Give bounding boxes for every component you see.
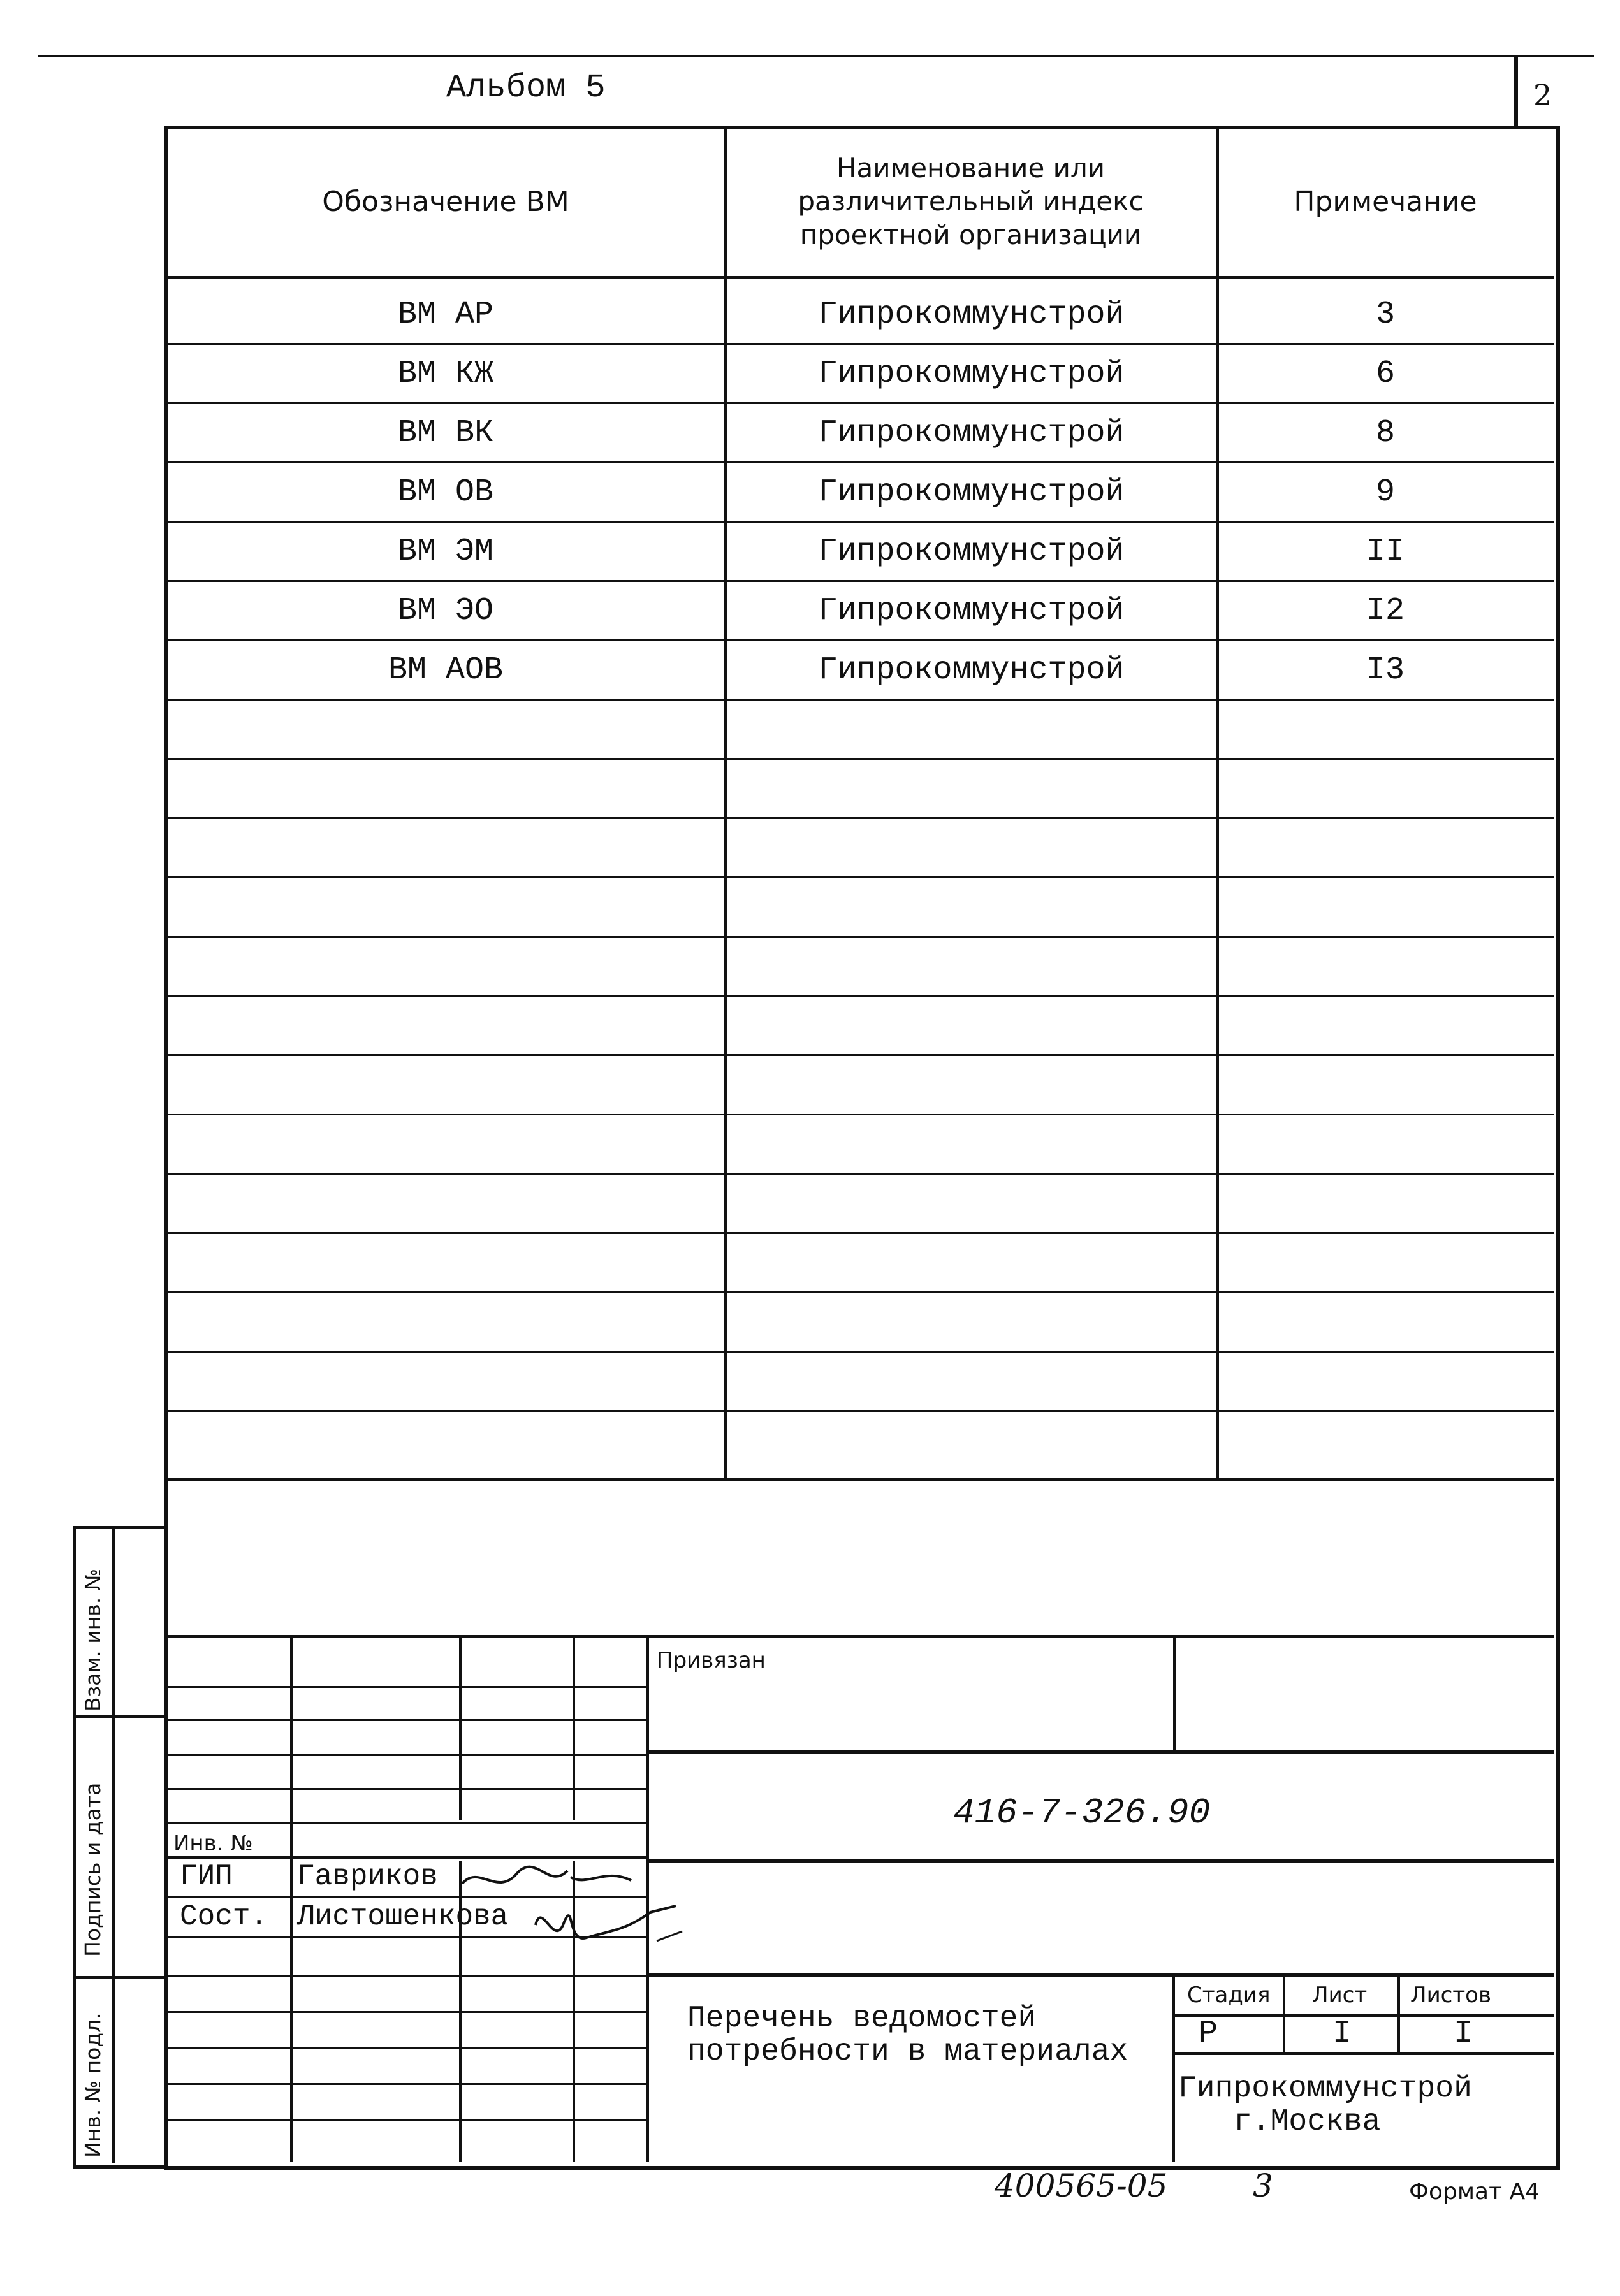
sheet-title-line1: Перечень ведомостей <box>687 2002 1037 2036</box>
row-name: Гипрокоммунстрой <box>818 355 1125 392</box>
stamp-h <box>166 1975 647 1977</box>
stamp-h-right-2 <box>647 1859 1554 1863</box>
stamp-h <box>166 1788 647 1790</box>
stamp-h-right-3 <box>647 1973 1554 1977</box>
signature-sost <box>529 1887 695 1963</box>
row-rule <box>166 1351 1554 1353</box>
stamp-h <box>166 1719 647 1721</box>
side-label-vzam: Взам. инв. № <box>80 1568 105 1711</box>
row-rule <box>166 1291 1554 1293</box>
sheet-label: Лист <box>1312 1982 1368 2008</box>
side-strip-rule-1 <box>73 1715 166 1718</box>
stamp-v3 <box>573 1635 575 1820</box>
album-title: Альбом 5 <box>446 69 606 106</box>
privyazan-label: Привязан <box>657 1648 766 1673</box>
row-rule <box>166 817 1554 819</box>
stamp-h <box>166 1822 647 1824</box>
row-rule <box>166 1232 1554 1234</box>
stage-divider-a <box>1283 1973 1285 2053</box>
row-designation: ВМ ОВ <box>397 474 494 511</box>
org-line1: Гипрокоммунстрой <box>1178 2072 1472 2106</box>
stamp-h <box>166 1686 647 1688</box>
row-name: Гипрокоммунстрой <box>818 592 1125 629</box>
sost-name: Листошенкова <box>297 1900 509 1933</box>
stamp-h <box>166 2119 647 2121</box>
row-note: II <box>1366 533 1405 570</box>
row-note: I3 <box>1366 651 1405 688</box>
stamp-h-right-1 <box>647 1750 1554 1754</box>
header-name: Наименование или различительный индекс проектной организации <box>798 152 1144 251</box>
handwritten-code: 400565-05 <box>995 2167 1168 2204</box>
row-designation: ВМ ЭМ <box>397 533 494 570</box>
org-line2: г.Москва <box>1234 2105 1381 2139</box>
page-number: 2 <box>1533 78 1552 112</box>
sheets-value: I <box>1454 2016 1473 2052</box>
row-rule <box>166 1054 1554 1056</box>
gip-role: ГИП <box>180 1860 233 1893</box>
header-designation: Обозначение ВМ <box>322 185 569 218</box>
header-note: Примечание <box>1294 185 1477 218</box>
sheets-label: Листов <box>1410 1982 1492 2008</box>
doc-code: 416-7-326.90 <box>953 1792 1211 1833</box>
row-name: Гипрокоммунстрой <box>818 474 1125 511</box>
sost-role: Сост. <box>180 1900 268 1933</box>
handwritten-number: 3 <box>1253 2167 1273 2204</box>
row-rule <box>166 758 1554 760</box>
row-note: 6 <box>1375 355 1395 392</box>
stage-label: Стадия <box>1187 1982 1271 2008</box>
stage-h2 <box>1173 2052 1554 2055</box>
gip-name: Гавриков <box>297 1860 438 1893</box>
row-name: Гипрокоммунстрой <box>818 533 1125 570</box>
row-rule <box>166 1173 1554 1175</box>
stage-divider-b <box>1397 1973 1400 2053</box>
row-rule <box>166 936 1554 938</box>
row-designation: ВМ АР <box>397 296 494 333</box>
row-name: Гипрокоммунстрой <box>818 296 1125 333</box>
row-name: Гипрокоммунстрой <box>818 414 1125 451</box>
sheet-value: I <box>1332 2016 1352 2052</box>
row-rule <box>166 1114 1554 1115</box>
row-note: 3 <box>1375 296 1395 333</box>
row-rule <box>166 995 1554 997</box>
table-bottom-rule <box>166 1478 1554 1481</box>
side-label-podpis: Подпись и дата <box>80 1782 105 1957</box>
table-header-bottom <box>166 276 1554 279</box>
sheet-title-line2: потребности в материалах <box>687 2035 1128 2069</box>
stamp-h <box>166 2011 647 2013</box>
stage-value: Р <box>1199 2016 1218 2052</box>
side-strip-rule-2 <box>73 1976 166 1979</box>
stamp-h <box>166 1754 647 1756</box>
row-rule <box>166 699 1554 701</box>
row-designation: ВМ АОВ <box>388 651 504 688</box>
row-note: 8 <box>1375 414 1395 451</box>
stage-h1 <box>1173 2014 1554 2017</box>
privyazan-divider <box>1173 1635 1176 1752</box>
row-rule <box>166 876 1554 878</box>
stamp-v2 <box>459 1635 462 1820</box>
stamp-top <box>166 1635 1554 1638</box>
row-note: I2 <box>1366 592 1405 629</box>
row-designation: ВМ ВК <box>397 414 494 451</box>
top-rule <box>38 55 1594 57</box>
row-designation: ВМ ЭО <box>397 592 494 629</box>
format-label: Формат А4 <box>1409 2179 1540 2205</box>
side-strip-divider <box>112 1526 115 2163</box>
row-note: 9 <box>1375 474 1395 511</box>
row-designation: ВМ КЖ <box>397 355 494 392</box>
inv-no-label: Инв. № <box>173 1831 253 1856</box>
stamp-h <box>166 2083 647 2085</box>
row-name: Гипрокоммунстрой <box>818 651 1125 688</box>
page-number-divider <box>1514 55 1518 126</box>
row-rule <box>166 1410 1554 1412</box>
stage-divider-left <box>1172 1973 1175 2162</box>
side-label-inv-podl: Инв. № подл. <box>80 2012 105 2158</box>
stamp-h <box>166 2047 647 2049</box>
